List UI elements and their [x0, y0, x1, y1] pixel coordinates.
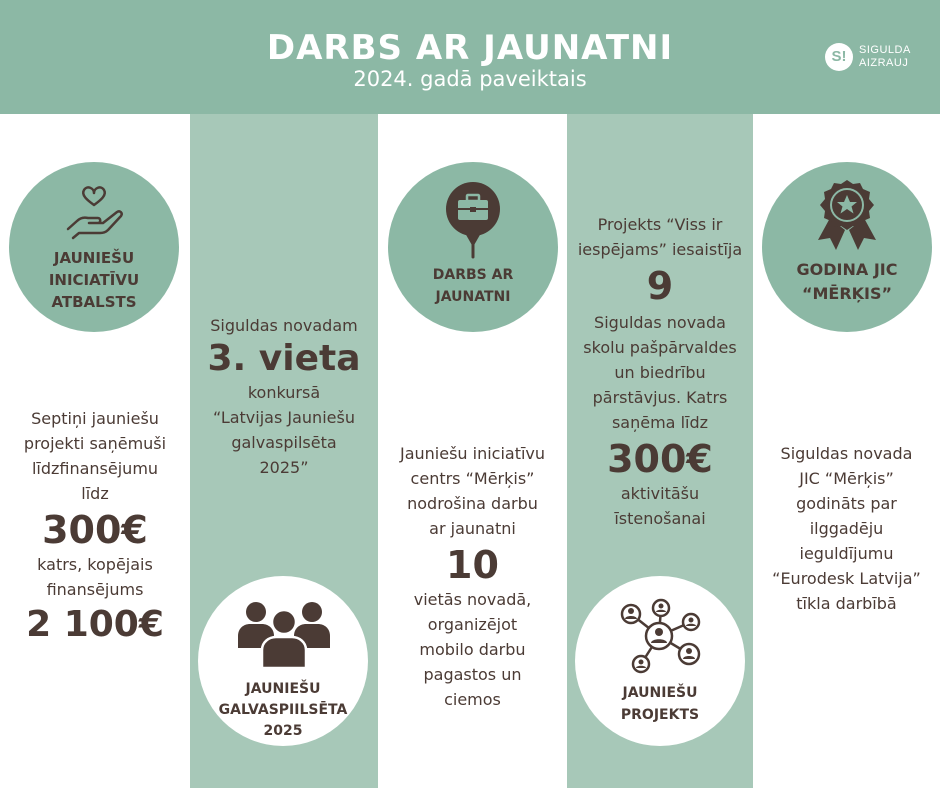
sigulda-logo — [825, 43, 935, 71]
col1-text2-line: katrs, kopējais — [37, 555, 153, 574]
col4-text2-line: skolu pašpārvaldes — [583, 338, 737, 357]
circle-honor-jic — [762, 162, 932, 332]
col3-text2-line: pagastos un — [423, 665, 522, 684]
heart-hand-icon — [65, 180, 125, 242]
circle-label-line1: JAUNIEŠU — [622, 685, 698, 701]
page-subtitle: 2024. gadā paveiktais — [353, 67, 587, 91]
circle-label-line2: JAUNATNI — [435, 289, 511, 305]
circle-label — [388, 264, 558, 308]
column-5-content — [753, 441, 940, 616]
col3-text2-line: organizējot — [427, 615, 518, 634]
circle-youth-work — [388, 162, 558, 332]
circle-label-line1: JAUNIEŠU — [53, 249, 135, 267]
col5-text-line: JIC “Mērķis” — [799, 469, 894, 488]
col5-text-line: “Eurodesk Latvija” — [772, 569, 921, 588]
col3-text-line: nodrošina darbu — [407, 494, 538, 513]
column-3-content — [378, 441, 567, 712]
col4-text3-line: aktivitāšu — [620, 484, 700, 503]
logo-text-line2: AIZRAUJ — [859, 57, 909, 69]
award-ribbon-icon — [814, 178, 880, 252]
header-banner — [0, 0, 940, 114]
col4-count: 9 — [646, 264, 674, 308]
col3-count: 10 — [446, 543, 499, 587]
circle-label-line2: “MĒRĶIS” — [801, 284, 893, 303]
col5-text-line: Siguldas novada — [780, 444, 913, 463]
network-people-icon — [615, 598, 707, 674]
circle-label-line2: GALVASPIILSĒTA — [218, 702, 348, 718]
circle-label — [575, 682, 745, 726]
col3-text-line: ar jaunatni — [429, 519, 516, 538]
circle-label-line1: DARBS AR — [432, 267, 514, 283]
circle-label-line1: GODINA JIC — [796, 260, 898, 279]
column-1-content — [0, 406, 190, 646]
col1-text-line: līdzfinansējumu — [31, 459, 159, 478]
col1-text2-line: finansējums — [46, 580, 144, 599]
col2-place: 3. vieta — [207, 338, 361, 379]
circle-label — [762, 258, 932, 306]
circle-label-line3: ATBALSTS — [51, 293, 137, 311]
col4-text-line: Projekts “Viss ir — [597, 215, 723, 234]
col2-intro: Siguldas novadam — [210, 316, 358, 335]
column-2-content — [190, 313, 378, 480]
col1-text-line: Septiņi jauniešu — [31, 409, 159, 428]
logo-text — [859, 44, 911, 70]
col4-text-line: iespējams” iesaistīja — [577, 240, 743, 259]
circle-label-line1: JAUNIEŠU — [245, 681, 321, 697]
col3-text-line: Jauniešu iniciatīvu — [399, 444, 546, 463]
circle-youth-initiative — [9, 162, 179, 332]
circle-label-line3: 2025 — [263, 723, 303, 739]
col4-text3-line: īstenošanai — [614, 509, 706, 528]
col4-amount: 300€ — [607, 437, 713, 481]
circle-label-line2: INICIATĪVU — [48, 271, 140, 289]
col2-text-line: “Latvijas Jauniešu — [213, 408, 355, 427]
circle-youth-projects — [575, 576, 745, 746]
col4-text2-line: saņēma līdz — [611, 413, 709, 432]
col5-text-line: ieguldījumu — [799, 544, 894, 563]
col3-text2-line: ciemos — [444, 690, 501, 709]
col3-text2-line: vietās novadā, — [413, 590, 532, 609]
col5-text-line: godināts par — [796, 494, 897, 513]
col2-text-line: konkursā — [247, 383, 321, 402]
col5-text-line: tīkla darbībā — [796, 594, 897, 613]
logo-badge: S! — [825, 43, 853, 71]
col4-text2-line: Siguldas novada — [594, 313, 726, 332]
people-group-icon — [238, 600, 330, 668]
col1-total: 2 100€ — [26, 604, 164, 645]
briefcase-pin-icon — [443, 179, 503, 259]
circle-youth-capital — [198, 576, 368, 746]
col1-text-line: līdz — [81, 484, 109, 503]
col1-amount: 300€ — [42, 508, 148, 552]
circle-label — [198, 679, 368, 742]
col3-text-line: centrs “Mērķis” — [410, 469, 535, 488]
col3-text2-line: mobilo darbu — [419, 640, 526, 659]
col4-text2-line: un biedrību — [614, 363, 706, 382]
page-title: DARBS AR JAUNATNI — [266, 28, 674, 68]
column-4-content — [567, 212, 753, 531]
col4-text2-line: pārstāvjus. Katrs — [592, 388, 728, 407]
circle-label-line2: PROJEKTS — [620, 707, 700, 723]
col5-text-line: ilggadēju — [809, 519, 884, 538]
col2-text-line: galvaspilsēta — [231, 433, 337, 452]
col2-text-line: 2025” — [259, 458, 309, 477]
logo-text-line1: SIGULDA — [859, 44, 911, 56]
circle-label — [9, 247, 179, 313]
col1-text-line: projekti saņēmuši — [23, 434, 167, 453]
